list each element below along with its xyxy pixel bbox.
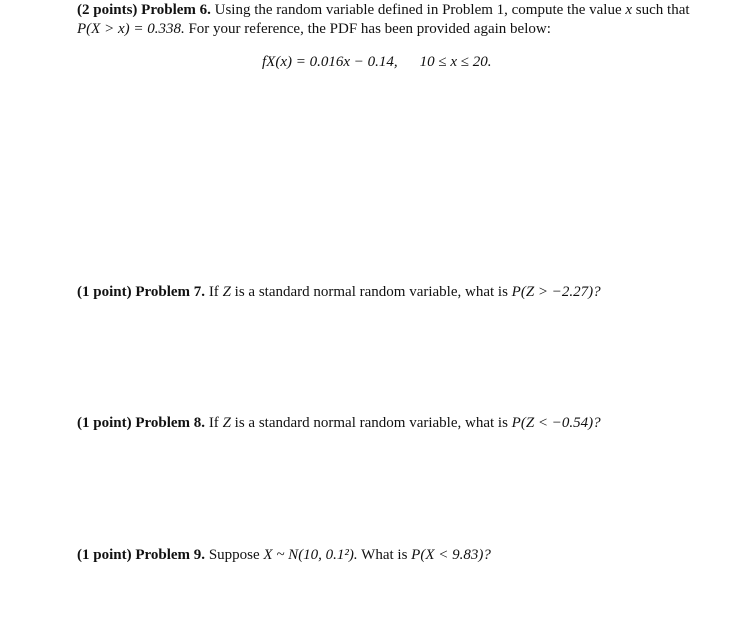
pdf-formula-expression: fX(x) = 0.016x − 0.14, (262, 54, 398, 70)
pdf-formula-support: 10 ≤ x ≤ 20. (419, 54, 492, 70)
problem-6-text-line1-end: such that (635, 2, 690, 18)
problem-7-text-mid: is a standard normal random variable, what is (234, 284, 508, 300)
problem-8-expr: P(Z < −0.54)? (511, 415, 601, 431)
problem-9-text-before: Suppose (208, 547, 260, 563)
problem-7-expr: P(Z > −2.27)? (511, 284, 601, 300)
problem-7-text-before: If (208, 284, 219, 300)
problem-6-heading: (2 points) Problem 6. (77, 2, 211, 18)
problem-7-heading: (1 point) Problem 7. (77, 284, 206, 300)
problem-6-text-line1: Using the random variable defined in Problem 1, compute the value (214, 2, 622, 18)
problem-7-var: Z (222, 284, 231, 300)
problem-9-expr: P(X < 9.83)? (411, 547, 491, 563)
problem-6-prob-expr: P(X > x) = 0.338. (77, 21, 185, 37)
problem-6-var-x: x (625, 2, 633, 18)
problem-8-heading: (1 point) Problem 8. (77, 415, 206, 431)
problem-8-var: Z (222, 415, 231, 431)
pdf-formula (262, 53, 492, 72)
problem-8 (77, 414, 717, 433)
problem-9-text-mid: What is (361, 547, 408, 563)
problem-8-text-before: If (208, 415, 219, 431)
problem-8-text-mid: is a standard normal random variable, what is (234, 415, 508, 431)
problem-6 (77, 1, 717, 39)
problem-9-dist: X ~ N(10, 0.1²). (263, 547, 358, 563)
problem-6-text-line2: For your reference, the PDF has been provided again below: (188, 21, 551, 37)
problem-9 (77, 546, 717, 565)
problem-9-heading: (1 point) Problem 9. (77, 547, 206, 563)
problem-7 (77, 283, 717, 302)
